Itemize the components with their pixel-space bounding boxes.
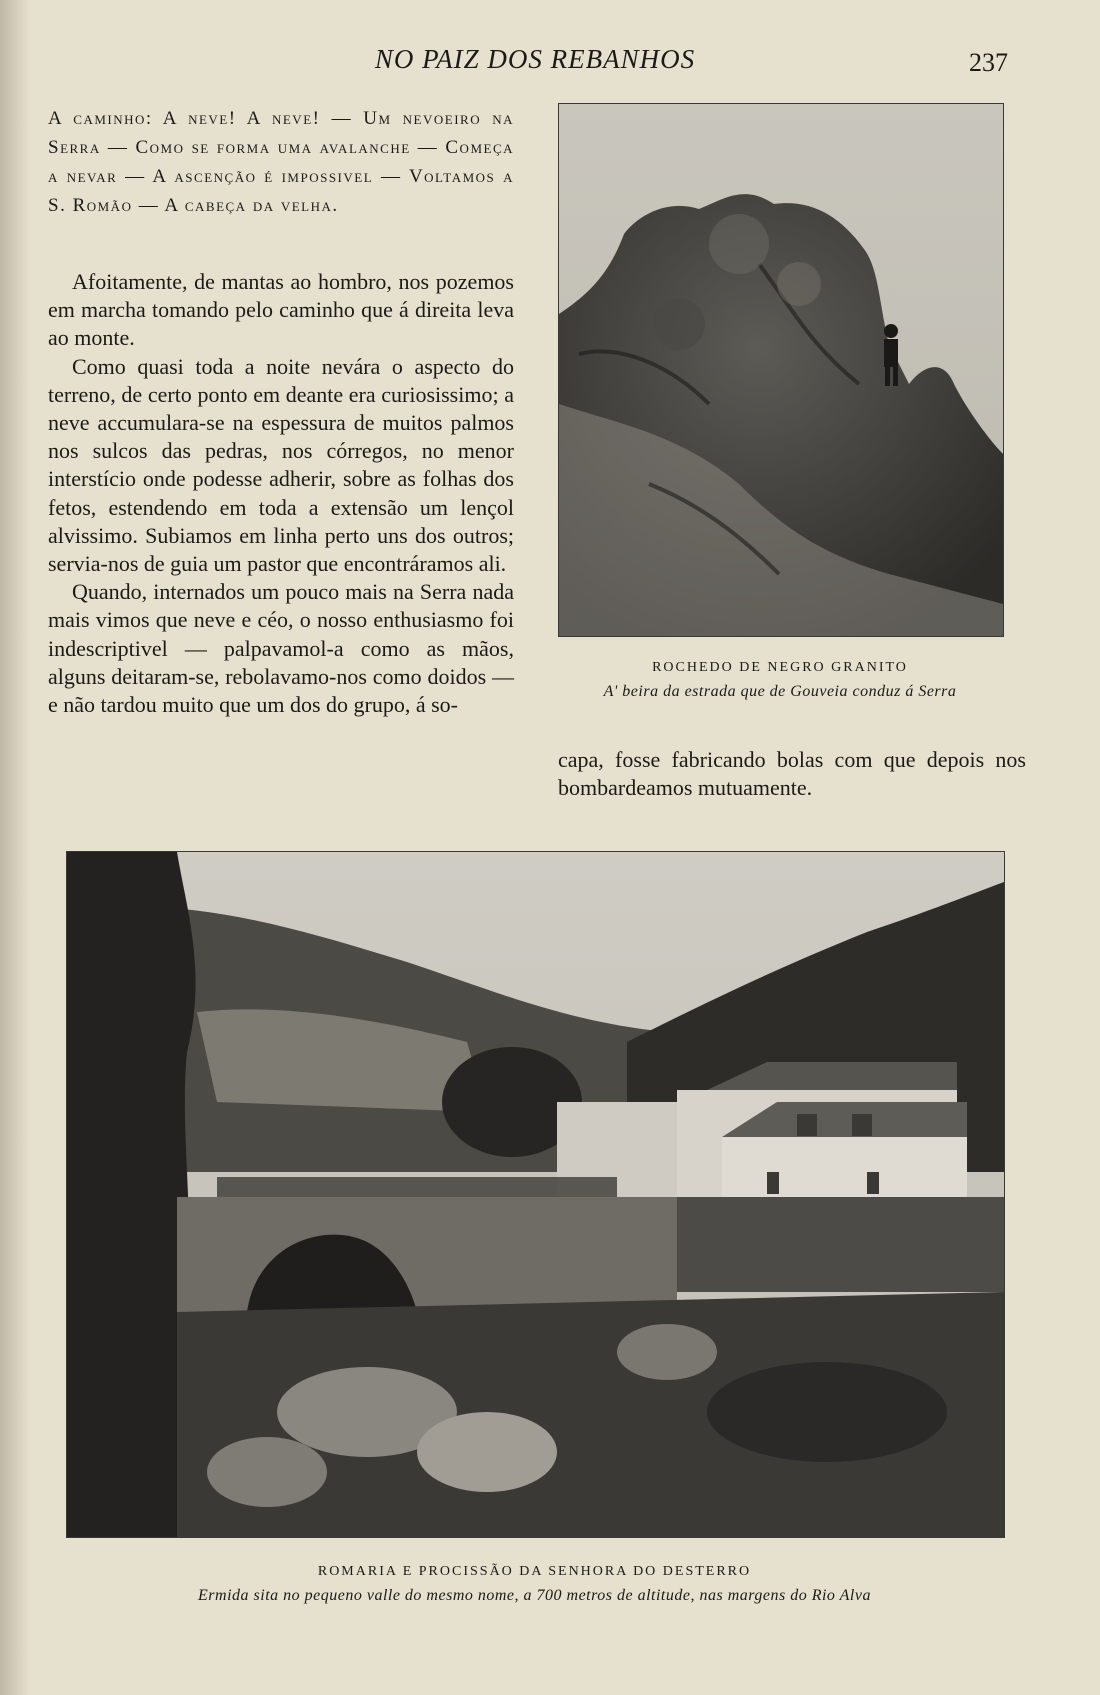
paragraph-2: Como quasi toda a noite nevára o aspecto do terreno, de certo ponto em deante era curiosissimo; a neve accumulara-se na espessura de muitos palmos nos sulcos das pedras, nos córregos, no menor interstício onde podesse adherir, sobre as folhas dos fetos, estendendo em toda a extensão um lençol alvissimo. Subiamos em linha perto uns dos outros; servia-nos de guia um pastor que encontráramos ali. bbox=[48, 353, 514, 577]
running-title: NO PAIZ DOS REBANHOS bbox=[374, 44, 696, 74]
page-number: 237 bbox=[969, 48, 1008, 77]
rock-photo-image bbox=[559, 104, 1003, 636]
romaria-caption-subtitle: Ermida sita no pequeno valle do mesmo nome, a 700 metros de altitude, nas margens do Rio Alva bbox=[198, 1587, 871, 1604]
page-fold-shadow bbox=[0, 0, 30, 1695]
romaria-photo-image bbox=[67, 852, 1004, 1537]
rock-caption-title: ROCHEDO DE NEGRO GRANITO bbox=[652, 660, 908, 675]
body-text-left-column bbox=[48, 268, 514, 719]
romaria-photo-caption bbox=[66, 1564, 1003, 1605]
body-text-right-column bbox=[558, 746, 1026, 802]
romaria-caption-title: ROMARIA E PROCISSÃO DA SENHORA DO DESTERRO bbox=[317, 1564, 752, 1579]
rock-photo-caption bbox=[558, 660, 1002, 701]
paragraph-continuation: capa, fosse fabricando bolas com que depois nos bombardeamos mutuamente. bbox=[558, 747, 1026, 801]
rock-photo bbox=[558, 103, 1004, 637]
paragraph-1: Afoitamente, de mantas ao hombro, nos pozemos em marcha tomando pelo caminho que á direita leva ao monte. bbox=[48, 269, 514, 351]
chapter-summary: A caminho: A neve! A neve! — Um nevoeiro na Serra — Como se forma uma avalanche — Começa a nevar — A ascenção é impossivel — Voltamos a S. Romão — A cabeça da velha. bbox=[48, 108, 514, 216]
romaria-photo bbox=[66, 851, 1005, 1538]
rock-caption-subtitle: A' beira da estrada que de Gouveia conduz á Serra bbox=[603, 683, 957, 700]
paragraph-3: Quando, internados um pouco mais na Serra nada mais vimos que neve e céo, o nosso enthusiasmo foi indescriptivel — palpavamol-a como as mãos, alguns deitaram-se, rebolavamo-nos como doidos — e não tardou muito que um dos do grupo, á so- bbox=[48, 579, 514, 718]
